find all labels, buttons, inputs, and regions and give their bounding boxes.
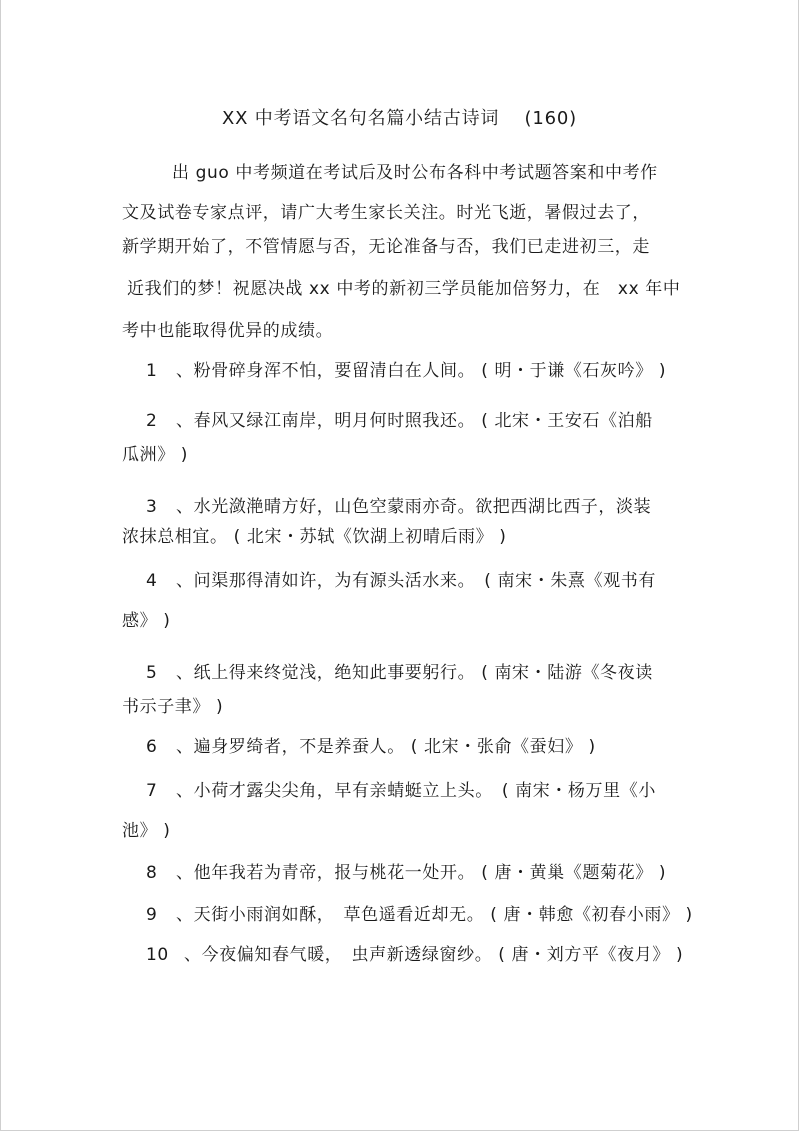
poem-item-5 xyxy=(146,662,653,684)
poem-item-10 xyxy=(146,944,683,966)
poem-item-6 xyxy=(146,736,596,758)
poem-item-2 xyxy=(146,410,653,432)
item-number: 8 xyxy=(146,863,158,883)
intro-line-5: 考中也能取得优异的成绩。 xyxy=(122,321,334,341)
poem-item-7 xyxy=(146,780,656,802)
item-number: 6 xyxy=(146,737,158,757)
poem-item-4-cont: 感》 ) xyxy=(122,611,171,631)
item-number: 1 xyxy=(146,361,158,381)
item-number: 7 xyxy=(146,781,158,801)
item-text: 、粉骨碎身浑不怕，要留清白在人间。 ( 明・于谦《石灰吟》 ) xyxy=(176,361,667,381)
item-text: 、今夜偏知春气暖， 虫声新透绿窗纱。 ( 唐・刘方平《夜月》 ) xyxy=(184,945,684,965)
item-number: 5 xyxy=(146,663,158,683)
item-number: 10 xyxy=(146,945,169,965)
item-text: 、小荷才露尖尖角，早有亲蜻蜓立上头。 ( 南宋・杨万里《小 xyxy=(176,781,656,801)
item-text: 、春风又绿江南岸，明月何时照我还。 ( 北宋・王安石《泊船 xyxy=(176,411,653,431)
poem-item-9 xyxy=(146,904,693,926)
item-number: 4 xyxy=(146,571,158,591)
item-text: 、问渠那得清如许，为有源头活水来。 ( 南宋・朱熹《观书有 xyxy=(176,571,656,591)
poem-item-2-cont: 瓜洲》 ) xyxy=(122,445,189,465)
item-text: 、遍身罗绮者，不是养蚕人。 ( 北宋・张俞《蚕妇》 ) xyxy=(176,737,596,757)
intro-line-3: 新学期开始了，不管情愿与否，无论准备与否，我们已走进初三，走 xyxy=(122,237,650,257)
poem-item-5-cont: 书示子聿》 ) xyxy=(122,697,224,717)
poem-item-8 xyxy=(146,862,666,884)
poem-item-1 xyxy=(146,360,666,382)
poem-item-3 xyxy=(146,496,651,518)
intro-line-4: 近我们的梦！祝愿决战 xx 中考的新初三学员能加倍努力，在 xx 年中 xyxy=(127,279,681,299)
item-text: 、他年我若为青帝，报与桃花一处开。 ( 唐・黄巢《题菊花》 ) xyxy=(176,863,667,883)
document-title: XX 中考语文名句名篇小结古诗词 (160) xyxy=(222,108,577,129)
poem-item-4 xyxy=(146,570,656,592)
intro-line-1: 出 guo 中考频道在考试后及时公布各科中考试题答案和中考作 xyxy=(172,163,658,183)
item-number: 3 xyxy=(146,497,158,517)
intro-line-2: 文及试卷专家点评，请广大考生家长关注。时光飞逝，暑假过去了， xyxy=(122,203,650,223)
item-text: 、纸上得来终觉浅，绝知此事要躬行。 ( 南宋・陆游《冬夜读 xyxy=(176,663,653,683)
item-number: 9 xyxy=(146,905,158,925)
poem-item-3-cont: 浓抹总相宜。 ( 北宋・苏轼《饮湖上初晴后雨》 ) xyxy=(122,527,507,547)
poem-item-7-cont: 池》 ) xyxy=(122,821,171,841)
item-text: 、天街小雨润如酥， 草色遥看近却无。 ( 唐・韩愈《初春小雨》 ) xyxy=(176,905,693,925)
item-text: 、水光潋滟晴方好，山色空蒙雨亦奇。欲把西湖比西子，淡装 xyxy=(176,497,652,517)
item-number: 2 xyxy=(146,411,158,431)
